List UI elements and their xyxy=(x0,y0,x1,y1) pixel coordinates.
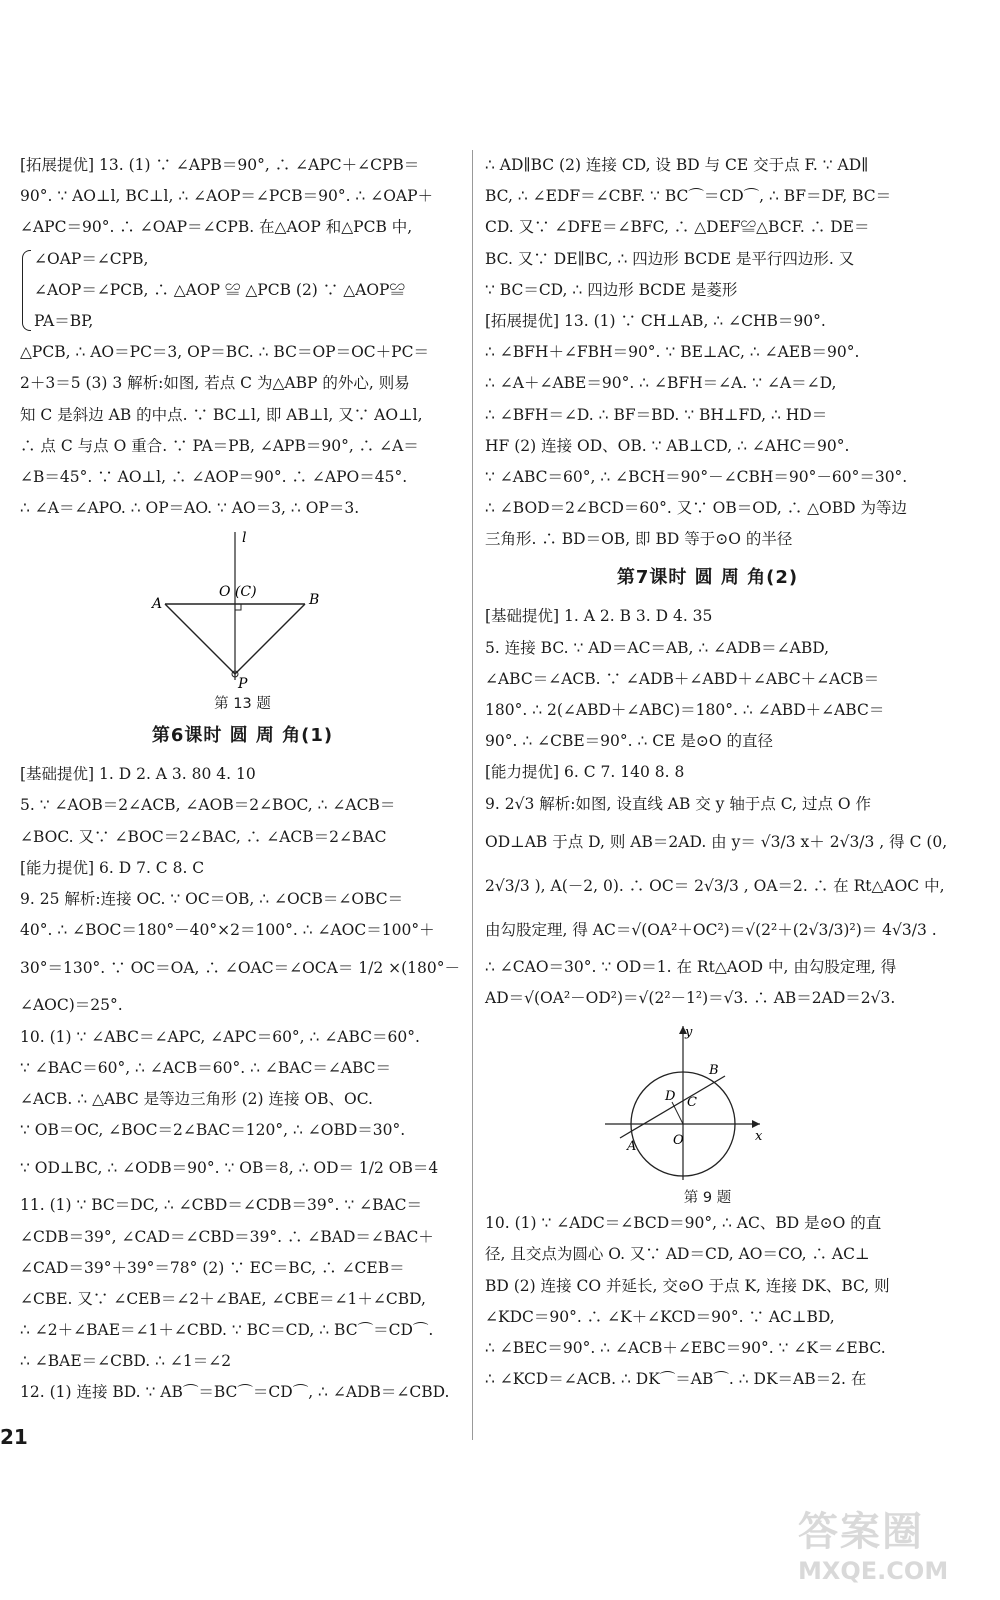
text-line: OD⊥AB 于点 D, 则 AB＝2AD. 由 y＝ √3/3 x＋ 2√3/3 , 得 C (0, xyxy=(485,832,948,851)
text-line: 180°. ∴ 2(∠ABD＋∠ABC)＝180°. ∴ ∠ABD＋∠ABC＝ xyxy=(485,701,885,719)
text-line: ∴ ∠BFH＝∠D. ∴ BF＝BD. ∵ BH⊥FD, ∴ HD＝ xyxy=(485,405,828,424)
brace-system xyxy=(20,244,465,338)
segment-od xyxy=(672,1102,683,1124)
segment-bp xyxy=(235,604,305,674)
text-line: CD. 又∵ ∠DFE＝∠BFC, ∴ △DEF≌△BCF. ∴ DE＝ xyxy=(485,218,870,237)
text-line: ∠KDC＝90°. ∴ ∠K＋∠KCD＝90°. ∵ AC⊥BD, xyxy=(485,1307,835,1326)
text-line: ∠ACB. ∴ △ABC 是等边三角形 (2) 连接 OB、OC. xyxy=(20,1089,373,1108)
text-line: 12. (1) 连接 BD. ∵ AB⌒＝BC⌒＝CD⌒, ∴ ∠ADB＝∠CBD. xyxy=(20,1383,450,1402)
text-line: ∴ ∠BAE＝∠CBD. ∴ ∠1＝∠2 xyxy=(20,1352,232,1371)
text-line: HF (2) 连接 OD、OB. ∵ AB⊥CD, ∴ ∠AHC＝90°. xyxy=(485,436,850,455)
text-line: 10. (1) ∵ ∠ABC＝∠APC, ∠APC＝60°, ∴ ∠ABC＝60°. xyxy=(20,1027,420,1046)
text-line: 90°. ∴ ∠CBE＝90°. ∴ CE 是⊙O 的直径 xyxy=(485,732,774,751)
label-c: C xyxy=(687,1095,697,1111)
text-line: ∠CBE. 又∵ ∠CEB＝∠2＋∠BAE, ∠CBE＝∠1＋∠CBD, xyxy=(20,1289,426,1308)
text-line: 10. (1) ∵ ∠ADC＝∠BCD＝90°, ∴ AC、BD 是⊙O 的直 xyxy=(485,1214,882,1233)
figure-13 xyxy=(20,528,465,713)
text-line: ∴ ∠A＝∠APO. ∴ OP＝AO. ∵ AO＝3, ∴ OP＝3. xyxy=(20,499,360,518)
figure-13-caption: 第 13 题 xyxy=(214,696,271,713)
text-line: ∴ ∠2＋∠BAE＝∠1＋∠CBD. ∵ BC＝CD, ∴ BC⌒＝CD⌒. xyxy=(20,1321,434,1340)
text-line: ∴ ∠A＋∠ABE＝90°. ∴ ∠BFH＝∠A. ∵ ∠A＝∠D, xyxy=(485,374,837,393)
answer-13-intro xyxy=(20,150,465,244)
left-column xyxy=(20,150,465,1409)
text-line: [基础提优] 1. D 2. A 3. 80 4. 10 xyxy=(20,765,256,784)
text-line: ∵ ∠ABC＝60°, ∴ ∠BCH＝90°－∠CBH＝90°－60°＝30°. xyxy=(485,467,908,486)
lesson-6-answers xyxy=(20,759,465,1408)
label-x: x xyxy=(755,1129,763,1145)
label-b: B xyxy=(309,592,320,609)
text-line: ∠AOP＝∠PCB, ∴ △AOP ≌ △PCB (2) ∵ △AOP≌ xyxy=(34,280,405,299)
watermark-top-text: 答案圈 xyxy=(798,1509,924,1555)
x-axis-arrow xyxy=(752,1120,760,1128)
figure-9 xyxy=(485,1020,930,1208)
answer-13-rest xyxy=(20,337,465,524)
text-line: ∴ ∠BFH＋∠FBH＝90°. ∵ BE⊥AC, ∴ ∠AEB＝90°. xyxy=(485,343,860,362)
watermark-bottom-text: MXQE.COM xyxy=(798,1557,949,1585)
text-line: AD＝√(OA²－OD²)＝√(2²－1²)＝√3. ∴ AB＝2AD＝2√3. xyxy=(485,988,896,1007)
lesson-7-heading: 第7课时 圆 周 角(2) xyxy=(616,567,799,589)
answer-10 xyxy=(485,1208,930,1395)
text-line: 由勾股定理, 得 AC＝√(OA²＋OC²)＝√(2²＋(2√3/3)²)＝ 4√3/3 . xyxy=(485,920,937,939)
text-line: ∠BOC. 又∵ ∠BOC＝2∠BAC, ∴ ∠ACB＝2∠BAC xyxy=(20,827,387,846)
text-line: 5. ∵ ∠AOB＝2∠ACB, ∠AOB＝2∠BOC, ∴ ∠ACB＝ xyxy=(20,796,396,815)
text-line: [拓展提优] 13. (1) ∵ CH⊥AB, ∴ ∠CHB＝90°. xyxy=(485,311,826,330)
text-line: ∵ ∠BAC＝60°, ∴ ∠ACB＝60°. ∴ ∠BAC＝∠ABC＝ xyxy=(20,1058,392,1077)
text-line: ∠AOC)＝25°. xyxy=(20,996,123,1015)
text-line: [能力提优] 6. D 7. C 8. C xyxy=(20,858,205,877)
text-line: △PCB, ∴ AO＝PC＝3, OP＝BC. ∴ BC＝OP＝OC＋PC＝ xyxy=(20,343,429,362)
text-line: [拓展提优] 13. (1) ∵ ∠APB＝90°, ∴ ∠APC＋∠CPB＝ xyxy=(20,156,420,174)
text-line: ∠ABC＝∠ACB. ∵ ∠ADB＋∠ABD＋∠ABC＋∠ACB＝ xyxy=(485,669,880,688)
text-line: ∠OAP＝∠CPB, xyxy=(34,249,149,268)
text-line: ∠B＝45°. ∵ AO⊥l, ∴ ∠AOP＝90°. ∴ ∠APO＝45°. xyxy=(20,467,408,486)
text-line: BC. 又∵ DE∥BC, ∴ 四边形 BCDE 是平行四边形. 又 xyxy=(485,249,855,268)
page-number: 21 xyxy=(0,1425,28,1449)
text-line: ∵ BC＝CD, ∴ 四边形 BCDE 是菱形 xyxy=(485,280,738,299)
figure-9-caption: 第 9 题 xyxy=(683,1190,732,1207)
text-line: BC, ∴ ∠EDF＝∠CBF. ∵ BC⌒＝CD⌒, ∴ BF＝DF, BC＝ xyxy=(485,187,892,206)
text-line: BD (2) 连接 CO 并延长, 交⊙O 于点 K, 连接 DK、BC, 则 xyxy=(485,1276,890,1295)
answer-12-continued xyxy=(485,150,930,555)
text-line: 9. 2√3 解析:如图, 设直线 AB 交 y 轴于点 C, 过点 O 作 xyxy=(485,794,872,813)
label-a: A xyxy=(152,596,163,613)
text-line: 40°. ∴ ∠BOC＝180°－40°×2＝100°. ∴ ∠AOC＝100°＋ xyxy=(20,921,435,940)
text-line: ∠CAD＝39°＋39°＝78° (2) ∵ EC＝BC, ∴ ∠CEB＝ xyxy=(20,1258,405,1277)
text-line: ∠APC＝90°. ∴ ∠OAP＝∠CPB. 在△AOP 和△PCB 中, xyxy=(20,218,413,237)
text-line: ∵ OD⊥BC, ∴ ∠ODB＝90°. ∵ OB＝8, ∴ OD＝ 1/2 OB＝4 xyxy=(20,1159,439,1178)
text-line: ∠CDB＝39°, ∠CAD＝∠CBD＝39°. ∴ ∠BAD＝∠BAC＋ xyxy=(20,1227,434,1246)
text-line: 三角形. ∴ BD＝OB, 即 BD 等于⊙O 的半径 xyxy=(485,530,793,549)
figure-9-diagram xyxy=(485,1020,930,1182)
label-o-c: O (C) xyxy=(219,584,257,601)
figure-13-diagram xyxy=(20,528,465,688)
right-column xyxy=(485,150,948,1395)
text-line: ∵ OB＝OC, ∠BOC＝2∠BAC＝120°, ∴ ∠OBD＝30°. xyxy=(20,1121,406,1140)
right-angle-mark xyxy=(235,604,241,610)
label-d: D xyxy=(665,1089,676,1105)
text-line: 径, 且交点为圆心 O. 又∵ AD＝CD, AO＝CO, ∴ AC⊥ xyxy=(485,1245,870,1264)
text-line: ∴ 点 C 与点 O 重合. ∵ PA＝PB, ∠APB＝90°, ∴ ∠A＝ xyxy=(20,436,419,455)
column-divider xyxy=(472,150,473,1440)
text-line: ∴ ∠BEC＝90°. ∴ ∠ACB＋∠EBC＝90°. ∵ ∠K＝∠EBC. xyxy=(485,1338,886,1357)
segment-ap xyxy=(165,604,235,674)
text-line: ∴ AD∥BC (2) 连接 CD, 设 BD 与 CE 交于点 F. ∵ AD∥ xyxy=(485,156,869,174)
text-line: ∴ ∠KCD＝∠ACB. ∴ DK⌒＝AB⌒. ∴ DK＝AB＝2. 在 xyxy=(485,1370,867,1389)
label-p: P xyxy=(238,676,248,689)
text-line: 2√3/3 ), A(－2, 0). ∴ OC＝ 2√3/3 , OA＝2. ∴ 在 Rt△AOC 中, xyxy=(485,876,945,895)
text-line: 2＋3＝5 (3) 3 解析:如图, 若点 C 为△ABP 的外心, 则易 xyxy=(20,374,410,393)
text-line: [能力提优] 6. C 7. 140 8. 8 xyxy=(485,763,685,782)
text-line: ∴ ∠BOD＝2∠BCD＝60°. 又∵ OB＝OD, ∴ △OBD 为等边 xyxy=(485,499,907,518)
text-line: 知 C 是斜边 AB 的中点. ∵ BC⊥l, 即 AB⊥l, 又∵ AO⊥l, xyxy=(20,405,423,424)
label-y: y xyxy=(685,1025,693,1041)
text-line: 9. 25 解析:连接 OC. ∵ OC＝OB, ∴ ∠OCB＝∠OBC＝ xyxy=(20,890,404,908)
text-line: 30°＝130°. ∵ OC＝OA, ∴ ∠OAC＝∠OCA＝ 1/2 ×(180°－ xyxy=(20,959,461,978)
lesson-7-answers xyxy=(485,601,948,1014)
lesson-6-heading: 第6课时 圆 周 角(1) xyxy=(151,725,334,747)
watermark-logo xyxy=(798,1500,988,1590)
label-l: l xyxy=(242,530,247,547)
text-line: 5. 连接 BC. ∵ AD＝AC＝AB, ∴ ∠ADB＝∠ABD, xyxy=(485,638,830,657)
text-line: PA＝BP, xyxy=(34,311,94,330)
line-ab xyxy=(620,1076,725,1138)
text-line: ∴ ∠CAO＝30°. ∵ OD＝1. 在 Rt△AOD 中, 由勾股定理, 得 xyxy=(485,957,897,976)
label-o: O xyxy=(673,1133,684,1149)
text-line: 90°. ∵ AO⊥l, BC⊥l, ∴ ∠AOP＝∠PCB＝90°. ∴ ∠OAP＋ xyxy=(20,187,434,206)
label-a: A xyxy=(627,1139,637,1155)
label-b: B xyxy=(709,1063,719,1079)
text-line: 11. (1) ∵ BC＝DC, ∴ ∠CBD＝∠CDB＝39°. ∵ ∠BAC＝ xyxy=(20,1196,423,1215)
text-line: [基础提优] 1. A 2. B 3. D 4. 35 xyxy=(485,607,713,626)
